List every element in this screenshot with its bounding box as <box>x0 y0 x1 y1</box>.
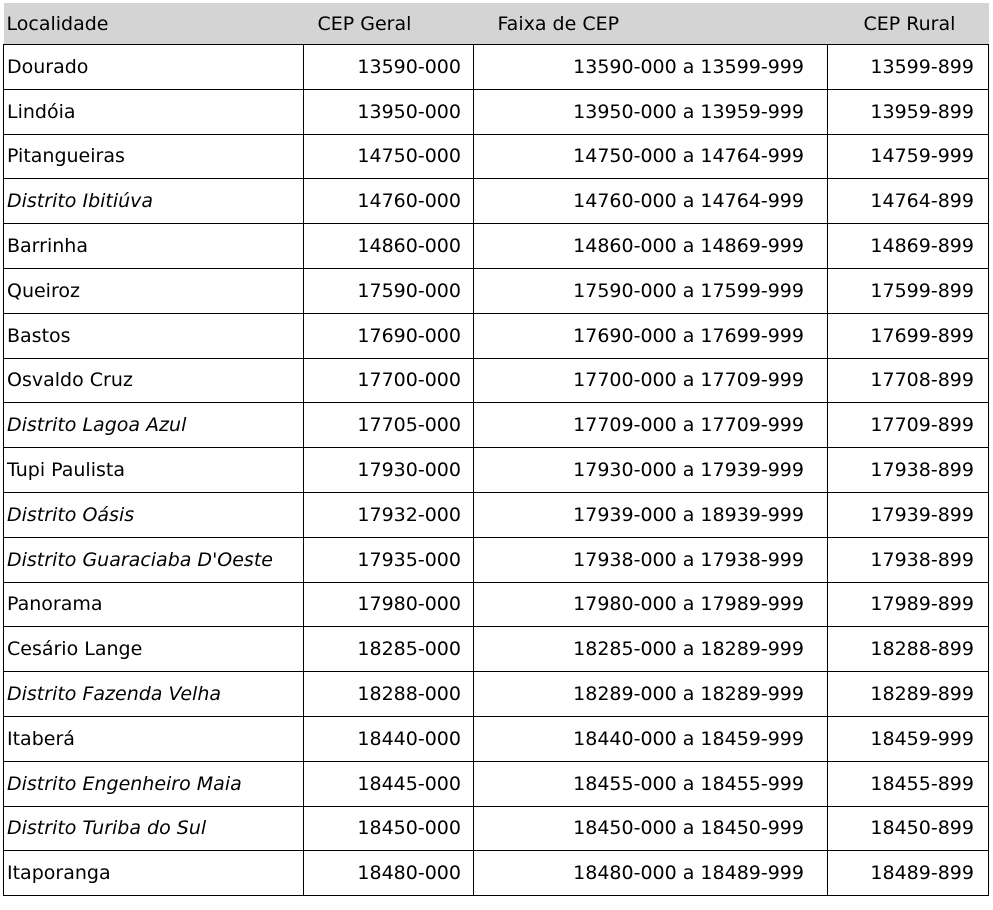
cell-cep-geral: 17930-000 <box>304 448 474 493</box>
cell-cep-rural: 14764-899 <box>828 179 989 224</box>
cell-cep-geral: 17690-000 <box>304 313 474 358</box>
cell-cep-geral: 17932-000 <box>304 492 474 537</box>
cell-faixa-de-cep: 17938-000 a 17938-999 <box>474 537 828 582</box>
cell-cep-rural: 18489-899 <box>828 851 989 896</box>
cell-cep-rural: 17938-899 <box>828 448 989 493</box>
table-row <box>4 313 989 358</box>
table-row <box>4 761 989 806</box>
cell-faixa-de-cep: 18285-000 a 18289-999 <box>474 627 828 672</box>
table-row <box>4 403 989 448</box>
cell-faixa-de-cep: 17690-000 a 17699-999 <box>474 313 828 358</box>
cell-localidade: Distrito Engenheiro Maia <box>4 761 304 806</box>
table-row <box>4 716 989 761</box>
cell-localidade: Cesário Lange <box>4 627 304 672</box>
cell-cep-rural: 17699-899 <box>828 313 989 358</box>
cell-cep-geral: 13590-000 <box>304 45 474 90</box>
cell-cep-rural: 14759-999 <box>828 134 989 179</box>
table-row <box>4 45 989 90</box>
table-row <box>4 224 989 269</box>
cell-faixa-de-cep: 14750-000 a 14764-999 <box>474 134 828 179</box>
cell-cep-geral: 14760-000 <box>304 179 474 224</box>
cell-localidade: Lindóia <box>4 89 304 134</box>
cell-faixa-de-cep: 17980-000 a 17989-999 <box>474 582 828 627</box>
cell-faixa-de-cep: 18455-000 a 18455-999 <box>474 761 828 806</box>
cell-cep-rural: 17709-899 <box>828 403 989 448</box>
cell-cep-geral: 18285-000 <box>304 627 474 672</box>
table-row <box>4 89 989 134</box>
cell-cep-geral: 17980-000 <box>304 582 474 627</box>
cell-cep-rural: 17939-899 <box>828 492 989 537</box>
cell-cep-rural: 17599-899 <box>828 268 989 313</box>
cell-localidade: Osvaldo Cruz <box>4 358 304 403</box>
table-row <box>4 179 989 224</box>
cell-cep-geral: 17935-000 <box>304 537 474 582</box>
cell-cep-rural: 13959-899 <box>828 89 989 134</box>
cell-cep-geral: 18440-000 <box>304 716 474 761</box>
cell-faixa-de-cep: 17930-000 a 17939-999 <box>474 448 828 493</box>
cell-localidade: Distrito Fazenda Velha <box>4 672 304 717</box>
cell-faixa-de-cep: 18450-000 a 18450-999 <box>474 806 828 851</box>
cell-faixa-de-cep: 17700-000 a 17709-999 <box>474 358 828 403</box>
cell-cep-geral: 17705-000 <box>304 403 474 448</box>
cell-faixa-de-cep: 18289-000 a 18289-999 <box>474 672 828 717</box>
table-row <box>4 268 989 313</box>
cell-faixa-de-cep: 18480-000 a 18489-999 <box>474 851 828 896</box>
cell-localidade: Bastos <box>4 313 304 358</box>
cell-cep-rural: 14869-899 <box>828 224 989 269</box>
table-header <box>4 3 989 45</box>
cell-cep-geral: 18445-000 <box>304 761 474 806</box>
table-row <box>4 134 989 179</box>
cell-cep-geral: 18480-000 <box>304 851 474 896</box>
cell-faixa-de-cep: 14760-000 a 14764-999 <box>474 179 828 224</box>
cell-cep-rural: 17989-899 <box>828 582 989 627</box>
cell-faixa-de-cep: 13590-000 a 13599-999 <box>474 45 828 90</box>
cell-cep-geral: 14860-000 <box>304 224 474 269</box>
cep-table <box>3 3 989 896</box>
cell-cep-rural: 18450-899 <box>828 806 989 851</box>
cell-localidade: Tupi Paulista <box>4 448 304 493</box>
cell-faixa-de-cep: 14860-000 a 14869-999 <box>474 224 828 269</box>
cell-localidade: Barrinha <box>4 224 304 269</box>
cell-localidade: Distrito Ibitiúva <box>4 179 304 224</box>
cell-faixa-de-cep: 17709-000 a 17709-999 <box>474 403 828 448</box>
cell-faixa-de-cep: 17590-000 a 17599-999 <box>474 268 828 313</box>
header-cep-geral: CEP Geral <box>304 3 474 45</box>
table-row <box>4 672 989 717</box>
cell-localidade: Panorama <box>4 582 304 627</box>
table-row <box>4 358 989 403</box>
table-body <box>4 45 989 896</box>
table-row <box>4 851 989 896</box>
cell-localidade: Itaberá <box>4 716 304 761</box>
cell-localidade: Queiroz <box>4 268 304 313</box>
cell-cep-geral: 18288-000 <box>304 672 474 717</box>
cell-cep-geral: 18450-000 <box>304 806 474 851</box>
cell-cep-rural: 18288-899 <box>828 627 989 672</box>
cell-cep-geral: 17700-000 <box>304 358 474 403</box>
header-cep-rural: CEP Rural <box>828 3 989 45</box>
table-row <box>4 537 989 582</box>
cell-localidade: Distrito Turiba do Sul <box>4 806 304 851</box>
cell-localidade: Distrito Guaraciaba D'Oeste <box>4 537 304 582</box>
cell-cep-rural: 17708-899 <box>828 358 989 403</box>
cell-localidade: Distrito Lagoa Azul <box>4 403 304 448</box>
cell-localidade: Dourado <box>4 45 304 90</box>
table-row <box>4 582 989 627</box>
cell-cep-rural: 17938-899 <box>828 537 989 582</box>
header-localidade: Localidade <box>4 3 304 45</box>
table-row <box>4 806 989 851</box>
cell-localidade: Distrito Oásis <box>4 492 304 537</box>
header-row <box>4 3 989 45</box>
cell-cep-rural: 18459-999 <box>828 716 989 761</box>
header-faixa-de-cep: Faixa de CEP <box>474 3 828 45</box>
cell-localidade: Pitangueiras <box>4 134 304 179</box>
table-row <box>4 627 989 672</box>
cell-faixa-de-cep: 18440-000 a 18459-999 <box>474 716 828 761</box>
cell-cep-geral: 14750-000 <box>304 134 474 179</box>
table-row <box>4 492 989 537</box>
table-row <box>4 448 989 493</box>
cell-cep-rural: 13599-899 <box>828 45 989 90</box>
cell-cep-geral: 13950-000 <box>304 89 474 134</box>
cell-cep-rural: 18289-899 <box>828 672 989 717</box>
cell-cep-rural: 18455-899 <box>828 761 989 806</box>
cell-cep-geral: 17590-000 <box>304 268 474 313</box>
cell-localidade: Itaporanga <box>4 851 304 896</box>
cell-faixa-de-cep: 17939-000 a 18939-999 <box>474 492 828 537</box>
cell-faixa-de-cep: 13950-000 a 13959-999 <box>474 89 828 134</box>
